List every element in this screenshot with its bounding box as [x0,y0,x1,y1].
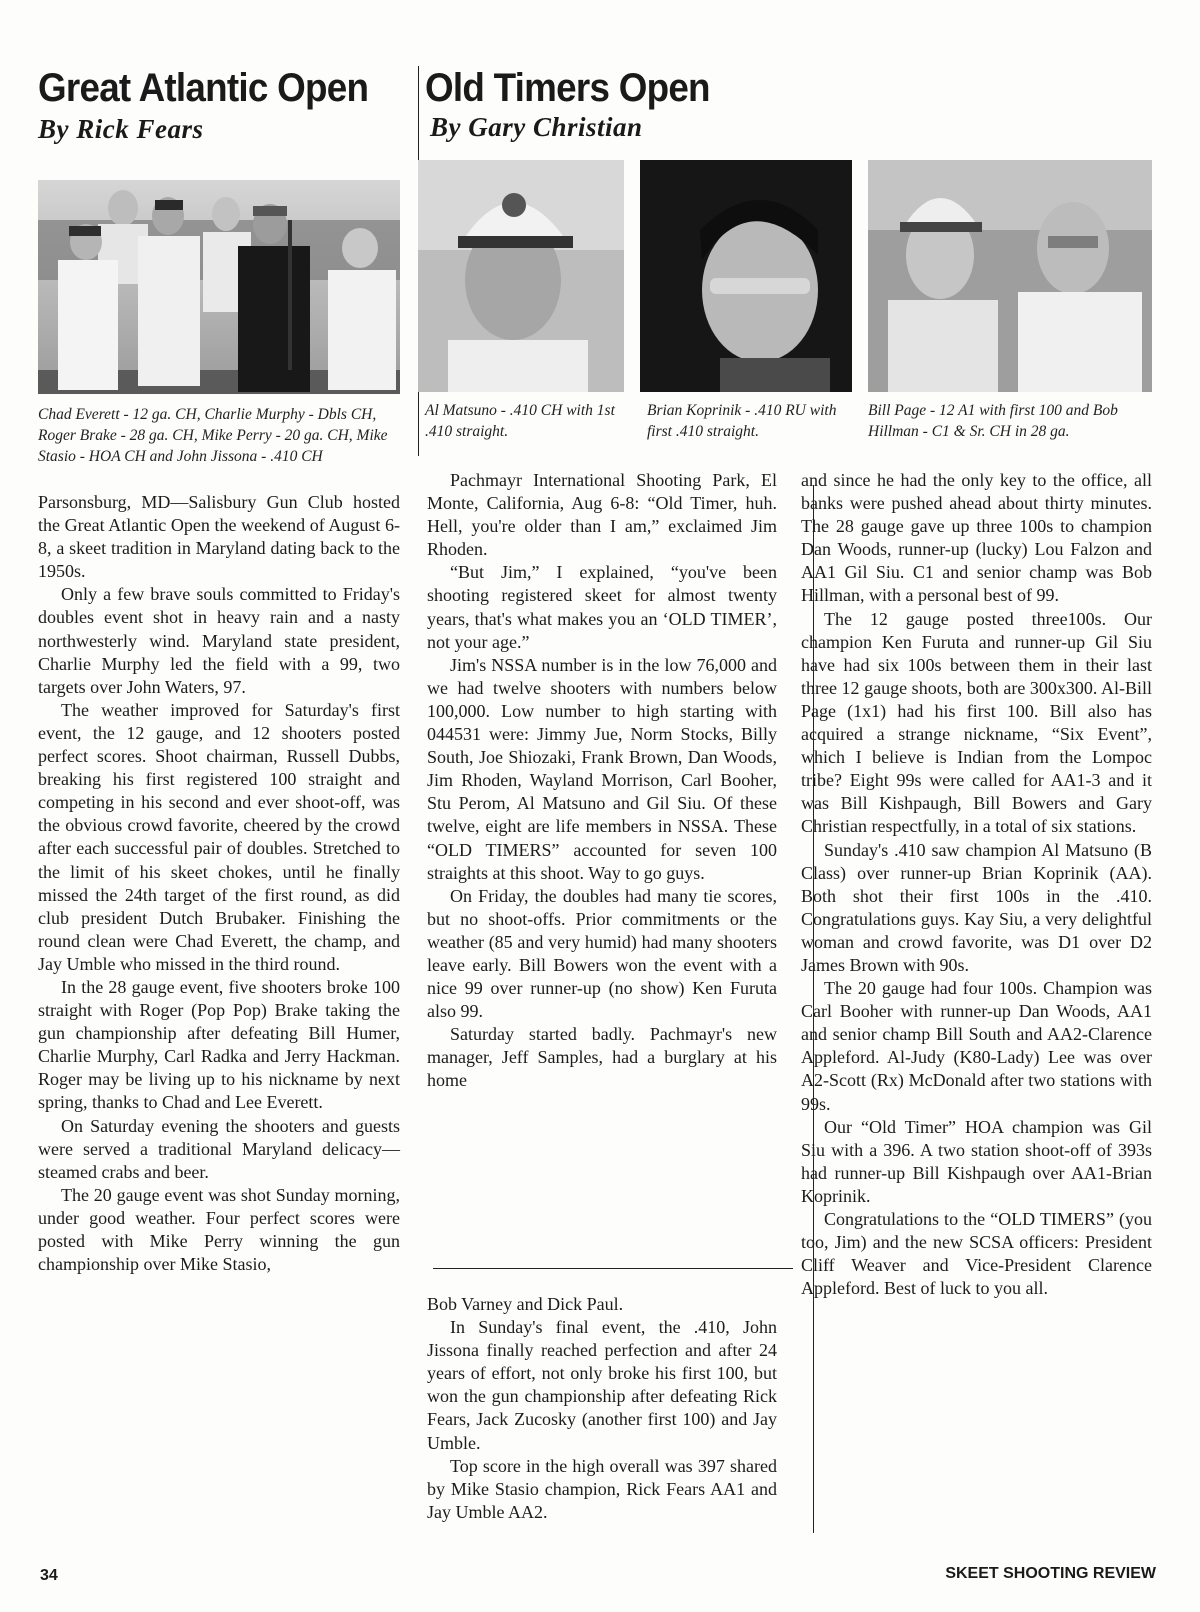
caption-bill-page-bob-hillman: Bill Page - 12 A1 with first 100 and Bob Hillman - C1 & Sr. CH in 28 ga. [868,402,1118,440]
left-article-body-continued [427,1293,777,1524]
paragraph: Saturday started badly. Pachmayr's new manager, Jeff Samples, had a burglary at his home [427,1024,777,1091]
paragraph: The 12 gauge posted three100s. Our champion Ken Furuta and runner-up Gil Siu have had six 100s between them in their last three 12 gauge shoots, both are 300x300. Al-Bill Page (1x1) had his first 100. Bill also has acquired a strange nickname, “Six Event”, which I believe is Indian from the Lompoc tribe? Eight 99s were called for AA1-3 and it was Bill Kishpaugh, Bill Bowers and Gary Christian respectfully, in a total of six stations. [801,608,1152,837]
paragraph: The 20 gauge had four 100s. Champion was Carl Booher with runner-up Dan Woods, AA1 and senior champ Bill South and AA2-Clarence Appleford. Al-Judy (K80-Lady) Lee was over A2-Scott (Rx) McDonald after two stations with 99s. [801,978,1152,1114]
group-photo [38,180,400,394]
paragraph: Parsonsburg, MD—Salisbury Gun Club hosted the Great Atlantic Open the weekend of August 6-8, a skeet tradition in Maryland dating back to the 1950s. [38,492,400,582]
right-article-body-col2 [427,469,777,1093]
page-number: 34 [40,1567,58,1584]
publication-name: SKEET SHOOTING REVIEW [945,1565,1156,1582]
right-article-byline: By Gary Christian [430,112,643,142]
paragraph: In Sunday's final event, the .410, John Jissona finally reached perfection and after 24 years of effort, not only broke his first 100, but won the gun championship after defeating Rick Fears, Jack Zucosky (another first 100) and Jay Umble. [427,1317,777,1453]
left-article-title: Great Atlantic Open [38,66,369,110]
paragraph: Jim's NSSA number is in the low 76,000 and we had twelve shooters with numbers below 100,000. Low number to high starting with 044531 were: Jimmy Jue, Norm Stocks, Billy South, Joe Shiozaki, Frank Brown, Dan Woods, Jim Rhoden, Wayland Morrison, Carl Booher, Stu Perom, Al Matsuno and Gil Siu. Of these twelve, eight are life members in NSSA. These “OLD TIMERS” accounted for seven 100 straights at this shoot. Way to go guys. [427,654,777,883]
portrait-photo-bill-page-bob-hillman [868,160,1152,392]
paragraph: The 20 gauge event was shot Sunday morning, under good weather. Four perfect scores were posted with Mike Perry winning the gun championship over Mike Stasio, [38,1184,400,1275]
paragraph: Congratulations to the “OLD TIMERS” (you too, Jim) and the new SCSA officers: President Cliff Weaver and Vice-President Clarence Appleford. Best of luck to you all. [801,1209,1152,1299]
paragraph: “But Jim,” I explained, “you've been shooting registered skeet for almost twenty years, that's what makes you an ‘OLD TIMER’, not your age.” [427,562,777,652]
right-article-body-col3 [801,469,1152,1300]
group-photo-caption: Chad Everett - 12 ga. CH, Charlie Murphy - Dbls CH, Roger Brake - 28 ga. CH, Mike Perry - 20 ga. CH, Mike Stasio - HOA CH and John Jissona - .410 CH [38,406,388,465]
left-article-body [38,491,400,1276]
paragraph: Bob Varney and Dick Paul. [427,1294,624,1314]
paragraph: Sunday's .410 saw champion Al Matsuno (B Class) over runner-up Brian Koprinik (AA). Both shot their first 100s in the .410. Congratulations guys. Kay Siu, a very delightful woman and crowd favorite, was D1 over D2 James Brown with 90s. [801,839,1152,975]
paragraph: Only a few brave souls committed to Friday's doubles event shot in heavy rain and a nasty northwesterly wind. Maryland state president, Charlie Murphy led the field with a 99, two targets over John Waters, 97. [38,584,400,697]
paragraph: and since he had the only key to the office, all banks were pushed ahead about thirty minutes. The 28 gauge gave up three 100s to champion Dan Woods, runner-up (lucky) Lou Falzon and AA1 Gil Siu. C1 and senior champ was Bob Hillman, with a personal best of 99. [801,470,1152,606]
paragraph: Top score in the high overall was 397 shared by Mike Stasio champion, Rick Fears AA1 and Jay Umble AA2. [427,1455,777,1522]
paragraph: Pachmayr International Shooting Park, El Monte, California, Aug 6-8: “Old Timer, huh. Hell, you're older than I am,” exclaimed Jim Rhoden. [427,470,777,560]
paragraph: In the 28 gauge event, five shooters broke 100 straight with Roger (Pop Pop) Brake taking the gun championship after defeating Bill Humer, Charlie Murphy, Carl Radka and Jerry Hackman. Roger may be living up to his nickname by next spring, thanks to Chad and Lee Everett. [38,976,400,1113]
portrait-photo-brian-koprinik [640,160,852,392]
paragraph: On Friday, the doubles had many tie scores, but no shoot-offs. Prior commitments or the weather (85 and very humid) had many shooters leave early. Bill Bowers won the event with a nice 99 over runner-up (no show) Ken Furuta also 99. [427,885,777,1022]
caption-al-matsuno: Al Matsuno - .410 CH with 1st .410 straight. [425,402,615,440]
portrait-photo-al-matsuno [418,160,624,392]
section-divider [433,1268,793,1269]
paragraph: Our “Old Timer” HOA champion was Gil Siu with a 396. A two station shoot-off of 393s had runner-up Bill Kishpaugh over AA1-Brian Koprinik. [801,1116,1152,1206]
right-article-title: Old Timers Open [425,66,710,110]
paragraph: On Saturday evening the shooters and guests were served a traditional Maryland delicacy—steamed crabs and beer. [38,1115,400,1182]
paragraph: The weather improved for Saturday's first event, the 12 gauge, and 12 shooters posted perfect scores. Shoot chairman, Russell Dubbs, breaking his first registered 100 straight and competing in his second and ever shoot-off, was the obvious crowd favorite, cheered by the crowd after each successful pair of doubles. Stretched to the limit of his skeet chokes, until he finally missed the 24th target of the first round, as did club president Dutch Brubaker. Finishing the round clean were Chad Everett, the champ, and Jay Umble who missed in the third round. [38,699,400,974]
left-article-byline: By Rick Fears [38,114,204,144]
caption-brian-koprinik: Brian Koprinik - .410 RU with first .410 straight. [647,402,837,440]
